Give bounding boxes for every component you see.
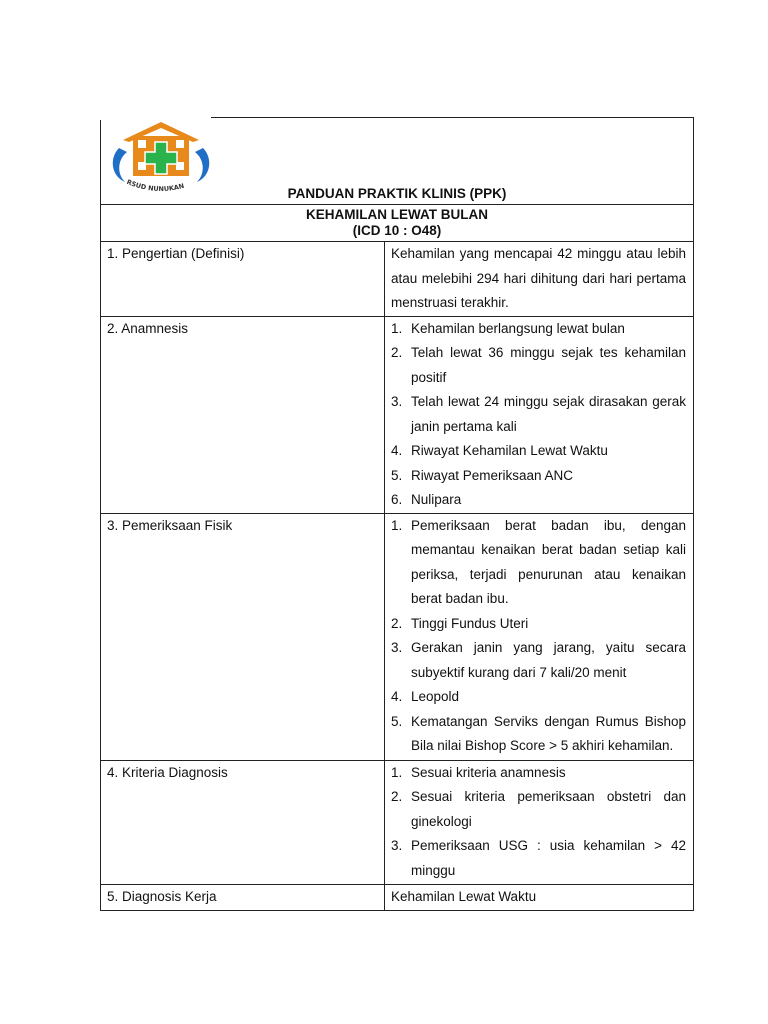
row-content (385, 316, 694, 513)
table-row (101, 884, 693, 910)
table-row (101, 242, 693, 317)
row-label: 4. Kriteria Diagnosis (101, 760, 385, 884)
table-row (101, 316, 693, 513)
row-label: 3. Pemeriksaan Fisik (101, 513, 385, 760)
physical-exam-list (391, 514, 686, 759)
list-item: 4. Leopold (391, 689, 460, 704)
list-item: 6. Nulipara (391, 492, 462, 507)
row-label: 5. Diagnosis Kerja (101, 884, 385, 910)
list-item: 2. Tinggi Fundus Uteri (391, 615, 529, 631)
list-item: 3. Gerakan janin yang jarang, yaitu secara subyektif kurang dari 7 kali/20 menit (391, 640, 686, 680)
row-content (385, 884, 694, 910)
list-item: 1. Pemeriksaan berat badan ibu, dengan memantau kenaikan berat badan setiap kali periksa, terjadi penurunan atau kenaikan berat badan ibu. (391, 517, 686, 606)
list-item: 3. Telah lewat 24 minggu sejak dirasakan gerak janin pertama kali (391, 394, 686, 434)
document-subtitle: KEHAMILAN LEWAT BULAN (306, 207, 488, 222)
diagnosis-criteria-list (391, 761, 686, 884)
icd-code: (ICD 10 : O48) (352, 223, 442, 238)
row-label: 2. Anamnesis (101, 316, 385, 513)
list-item: 5. Riwayat Pemeriksaan ANC (391, 467, 574, 483)
row-content (385, 513, 694, 760)
working-diagnosis-text: Kehamilan Lewat Waktu (391, 888, 537, 904)
document-header (101, 118, 693, 205)
logo-caption: RSUD NUNUKAN (125, 177, 186, 194)
list-item: 2. Sesuai kriteria pemeriksaan obstetri dan ginekologi (391, 789, 686, 829)
definition-text: Kehamilan yang mencapai 42 minggu atau lebih atau melebihi 294 hari dihitung dari hari pertama menstruasi terakhir. (391, 246, 686, 310)
row-content (385, 242, 694, 317)
list-item: 1. Sesuai kriteria anamnesis (391, 764, 566, 780)
list-item: 5. Kematangan Serviks dengan Rumus Bishop Bila nilai Bishop Score > 5 akhiri kehamilan. (391, 713, 686, 753)
table-row (101, 760, 693, 884)
anamnesis-list (391, 317, 686, 513)
ppk-document (100, 117, 694, 911)
row-label: 1. Pengertian (Definisi) (101, 242, 385, 317)
list-item: 3. Pemeriksaan USG : usia kehamilan > 42 minggu (391, 838, 686, 878)
document-subheader (101, 205, 693, 241)
list-item: 4. Riwayat Kehamilan Lewat Waktu (391, 443, 608, 458)
document-title: PANDUAN PRAKTIK KLINIS (PPK) (287, 186, 507, 201)
ppk-table (101, 241, 693, 910)
row-content (385, 760, 694, 884)
list-item: 2. Telah lewat 36 minggu sejak tes kehamilan positif (391, 345, 686, 385)
list-item: 1. Kehamilan berlangsung lewat bulan (391, 320, 625, 336)
table-row (101, 513, 693, 760)
